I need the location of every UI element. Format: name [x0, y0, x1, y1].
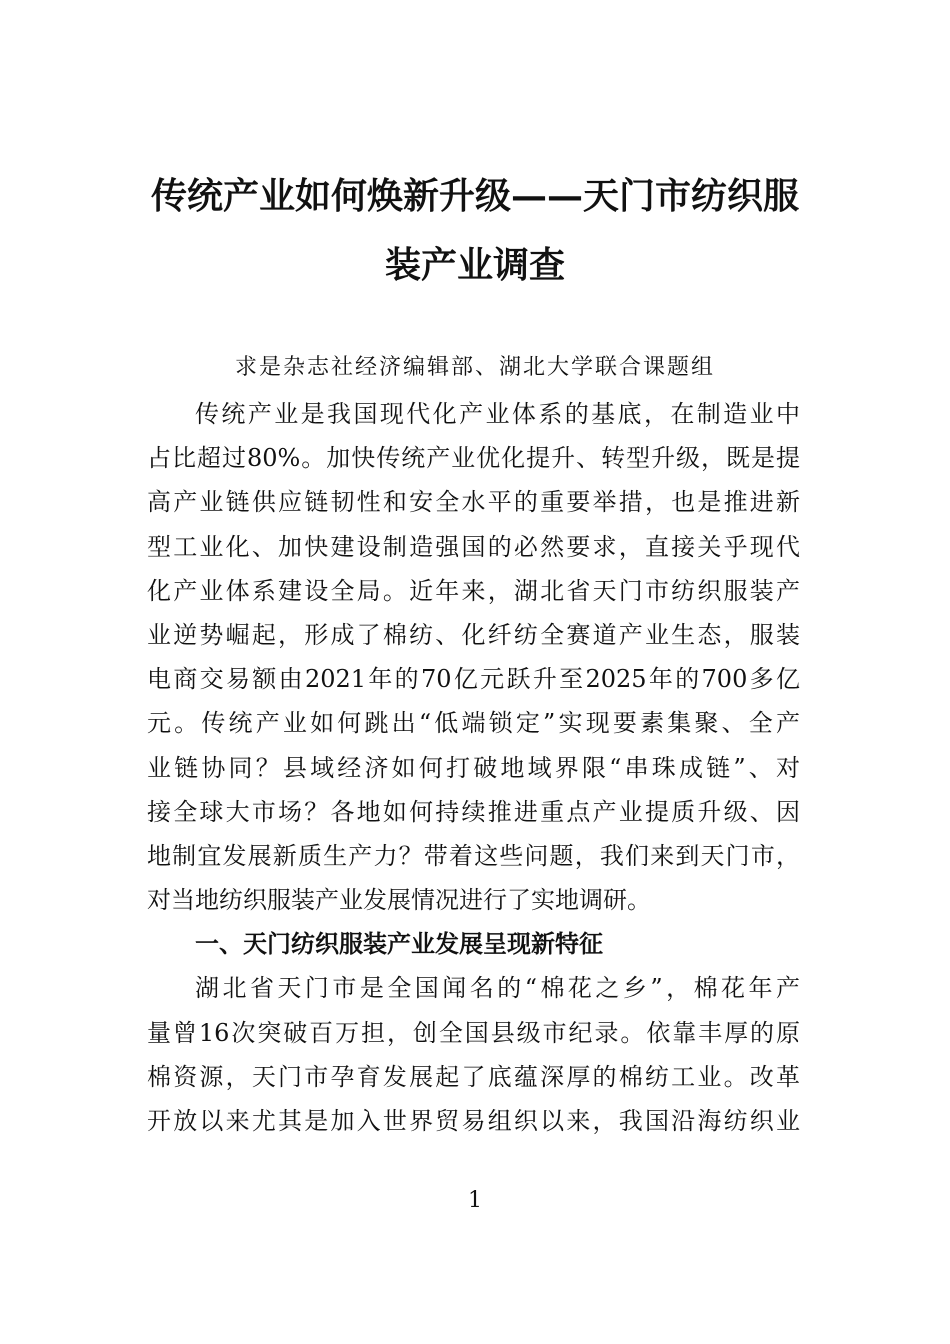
paragraph-1-line: 业链协同？县域经济如何打破地域界限“串珠成链”、对: [147, 753, 800, 782]
author-line: 求是杂志社经济编辑部、湖北大学联合课题组: [234, 355, 715, 380]
document-title-line-1: 传统产业如何焕新升级——天门市纺织服: [150, 175, 799, 217]
paragraph-1-line: 地制宜发展新质生产力？带着这些问题，我们来到天门市，: [147, 841, 800, 870]
page-number: 1: [468, 1188, 482, 1213]
paragraph-1-line: 传统产业是我国现代化产业体系的基底，在制造业中: [195, 400, 800, 428]
paragraph-2-line: 开放以来尤其是加入世界贸易组织以来，我国沿海纺织业: [147, 1107, 800, 1135]
body-text: [147, 392, 800, 1143]
paragraph-1-line: 型工业化、加快建设制造强国的必然要求，直接关乎现代: [147, 532, 800, 561]
paragraph-2-line: 湖北省天门市是全国闻名的“棉花之乡”，棉花年产: [195, 974, 800, 1003]
paragraph-1-line: 高产业链供应链韧性和安全水平的重要举措，也是推进新: [147, 488, 800, 517]
paragraph-1-line: 对当地纺织服装产业发展情况进行了实地调研。: [147, 886, 651, 915]
paragraph-2-line: 量曾16次突破百万担，创全国县级市纪录。依靠丰厚的原: [147, 1018, 800, 1047]
section-heading: 一、天门纺织服装产业发展呈现新特征: [195, 930, 603, 959]
paragraph-1-line: 元。传统产业如何跳出“低端锁定”实现要素集聚、全产: [147, 709, 800, 738]
paragraph-1-line: 占比超过80%。加快传统产业优化提升、转型升级，既是提: [147, 444, 800, 473]
paragraph-1-line: 接全球大市场？各地如何持续推进重点产业提质升级、因: [147, 797, 800, 826]
paragraph-1-line: 化产业体系建设全局。近年来，湖北省天门市纺织服装产: [147, 576, 800, 605]
paragraph-1-line: 业逆势崛起，形成了棉纺、化纤纺全赛道产业生态，服装: [147, 620, 800, 649]
paragraph-2-line: 棉资源，天门市孕育发展起了底蕴深厚的棉纺工业。改革: [147, 1062, 800, 1091]
paragraph-1-line: 电商交易额由2021年的70亿元跃升至2025年的700多亿: [147, 665, 800, 694]
document-title-line-2: 装产业调查: [384, 244, 565, 286]
